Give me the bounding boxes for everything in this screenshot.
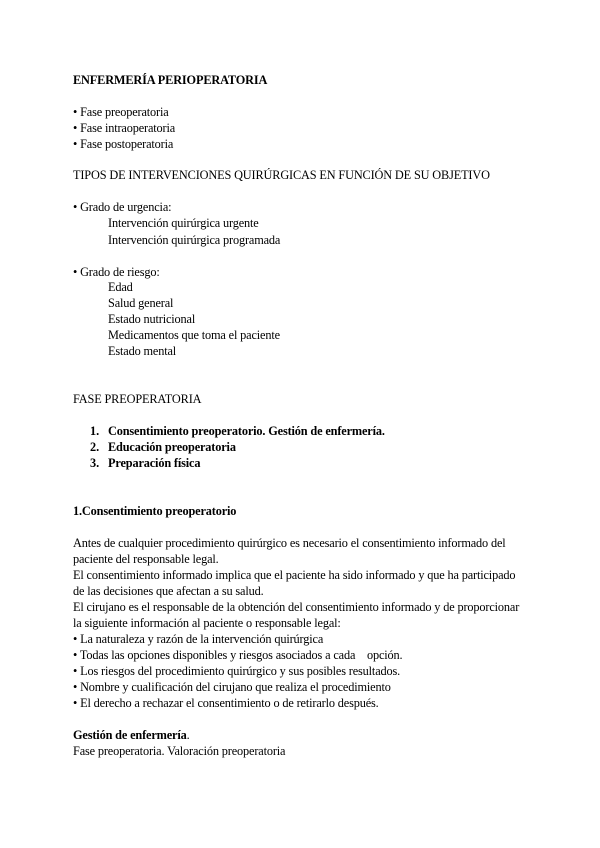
consent-bullet: • Todas las opciones disponibles y riesgos asociados a cada opción. (73, 648, 403, 662)
list-text: Consentimiento preoperatorio. Gestión de enfermería. (108, 424, 385, 438)
phase-item: • Fase intraoperatoria (73, 121, 176, 135)
list-number: 1. (90, 424, 100, 438)
gestion-heading (73, 727, 190, 743)
risk-label: • Grado de riesgo: (73, 265, 160, 279)
consent-line: la siguiente información al paciente o responsable legal: (73, 616, 341, 630)
urgency-item: Intervención quirúrgica programada (108, 233, 281, 247)
consent-bullet: • La naturaleza y razón de la intervención quirúrgica (73, 632, 324, 646)
urgency-label: • Grado de urgencia: (73, 200, 172, 214)
risk-item: Medicamentos que toma el paciente (108, 328, 280, 342)
consent-line: El consentimiento informado implica que el paciente ha sido informado y que ha participado (73, 568, 516, 582)
gestion-subtitle: Fase preoperatoria. Valoración preoperatoria (73, 744, 286, 758)
consent-line: paciente del responsable legal. (73, 552, 219, 566)
gestion-heading-text: Gestión de enfermería (73, 728, 187, 742)
risk-item: Estado mental (108, 344, 177, 358)
list-number: 2. (90, 440, 100, 454)
list-number: 3. (90, 456, 100, 470)
preop-heading: FASE PREOPERATORIA (73, 392, 202, 406)
consent-line: de las decisiones que afectan a su salud. (73, 584, 264, 598)
phase-item: • Fase postoperatoria (73, 137, 174, 151)
list-text: Educación preoperatoria (108, 440, 236, 454)
risk-item: Edad (108, 280, 133, 294)
consent-line: Antes de cualquier procedimiento quirúrgico es necesario el consentimiento informado del (73, 536, 506, 550)
consent-heading: 1.Consentimiento preoperatorio (73, 504, 237, 518)
list-text: Preparación física (108, 456, 201, 470)
consent-bullet: • El derecho a rechazar el consentimiento o de retirarlo después. (73, 696, 379, 710)
consent-bullet: • Nombre y cualificación del cirujano que realiza el procedimiento (73, 680, 391, 694)
phase-item: • Fase preoperatoria (73, 105, 169, 119)
urgency-item: Intervención quirúrgica urgente (108, 216, 259, 230)
risk-item: Salud general (108, 296, 174, 310)
types-heading: TIPOS DE INTERVENCIONES QUIRÚRGICAS EN FUNCIÓN DE SU OBJETIVO (73, 168, 490, 182)
gestion-heading-period: . (186, 728, 190, 742)
consent-bullet: • Los riesgos del procedimiento quirúrgico y sus posibles resultados. (73, 664, 401, 678)
consent-line: El cirujano es el responsable de la obtención del consentimiento informado y de proporcionar (73, 600, 520, 614)
risk-item: Estado nutricional (108, 312, 196, 326)
document-title: ENFERMERÍA PERIOPERATORIA (73, 73, 268, 87)
